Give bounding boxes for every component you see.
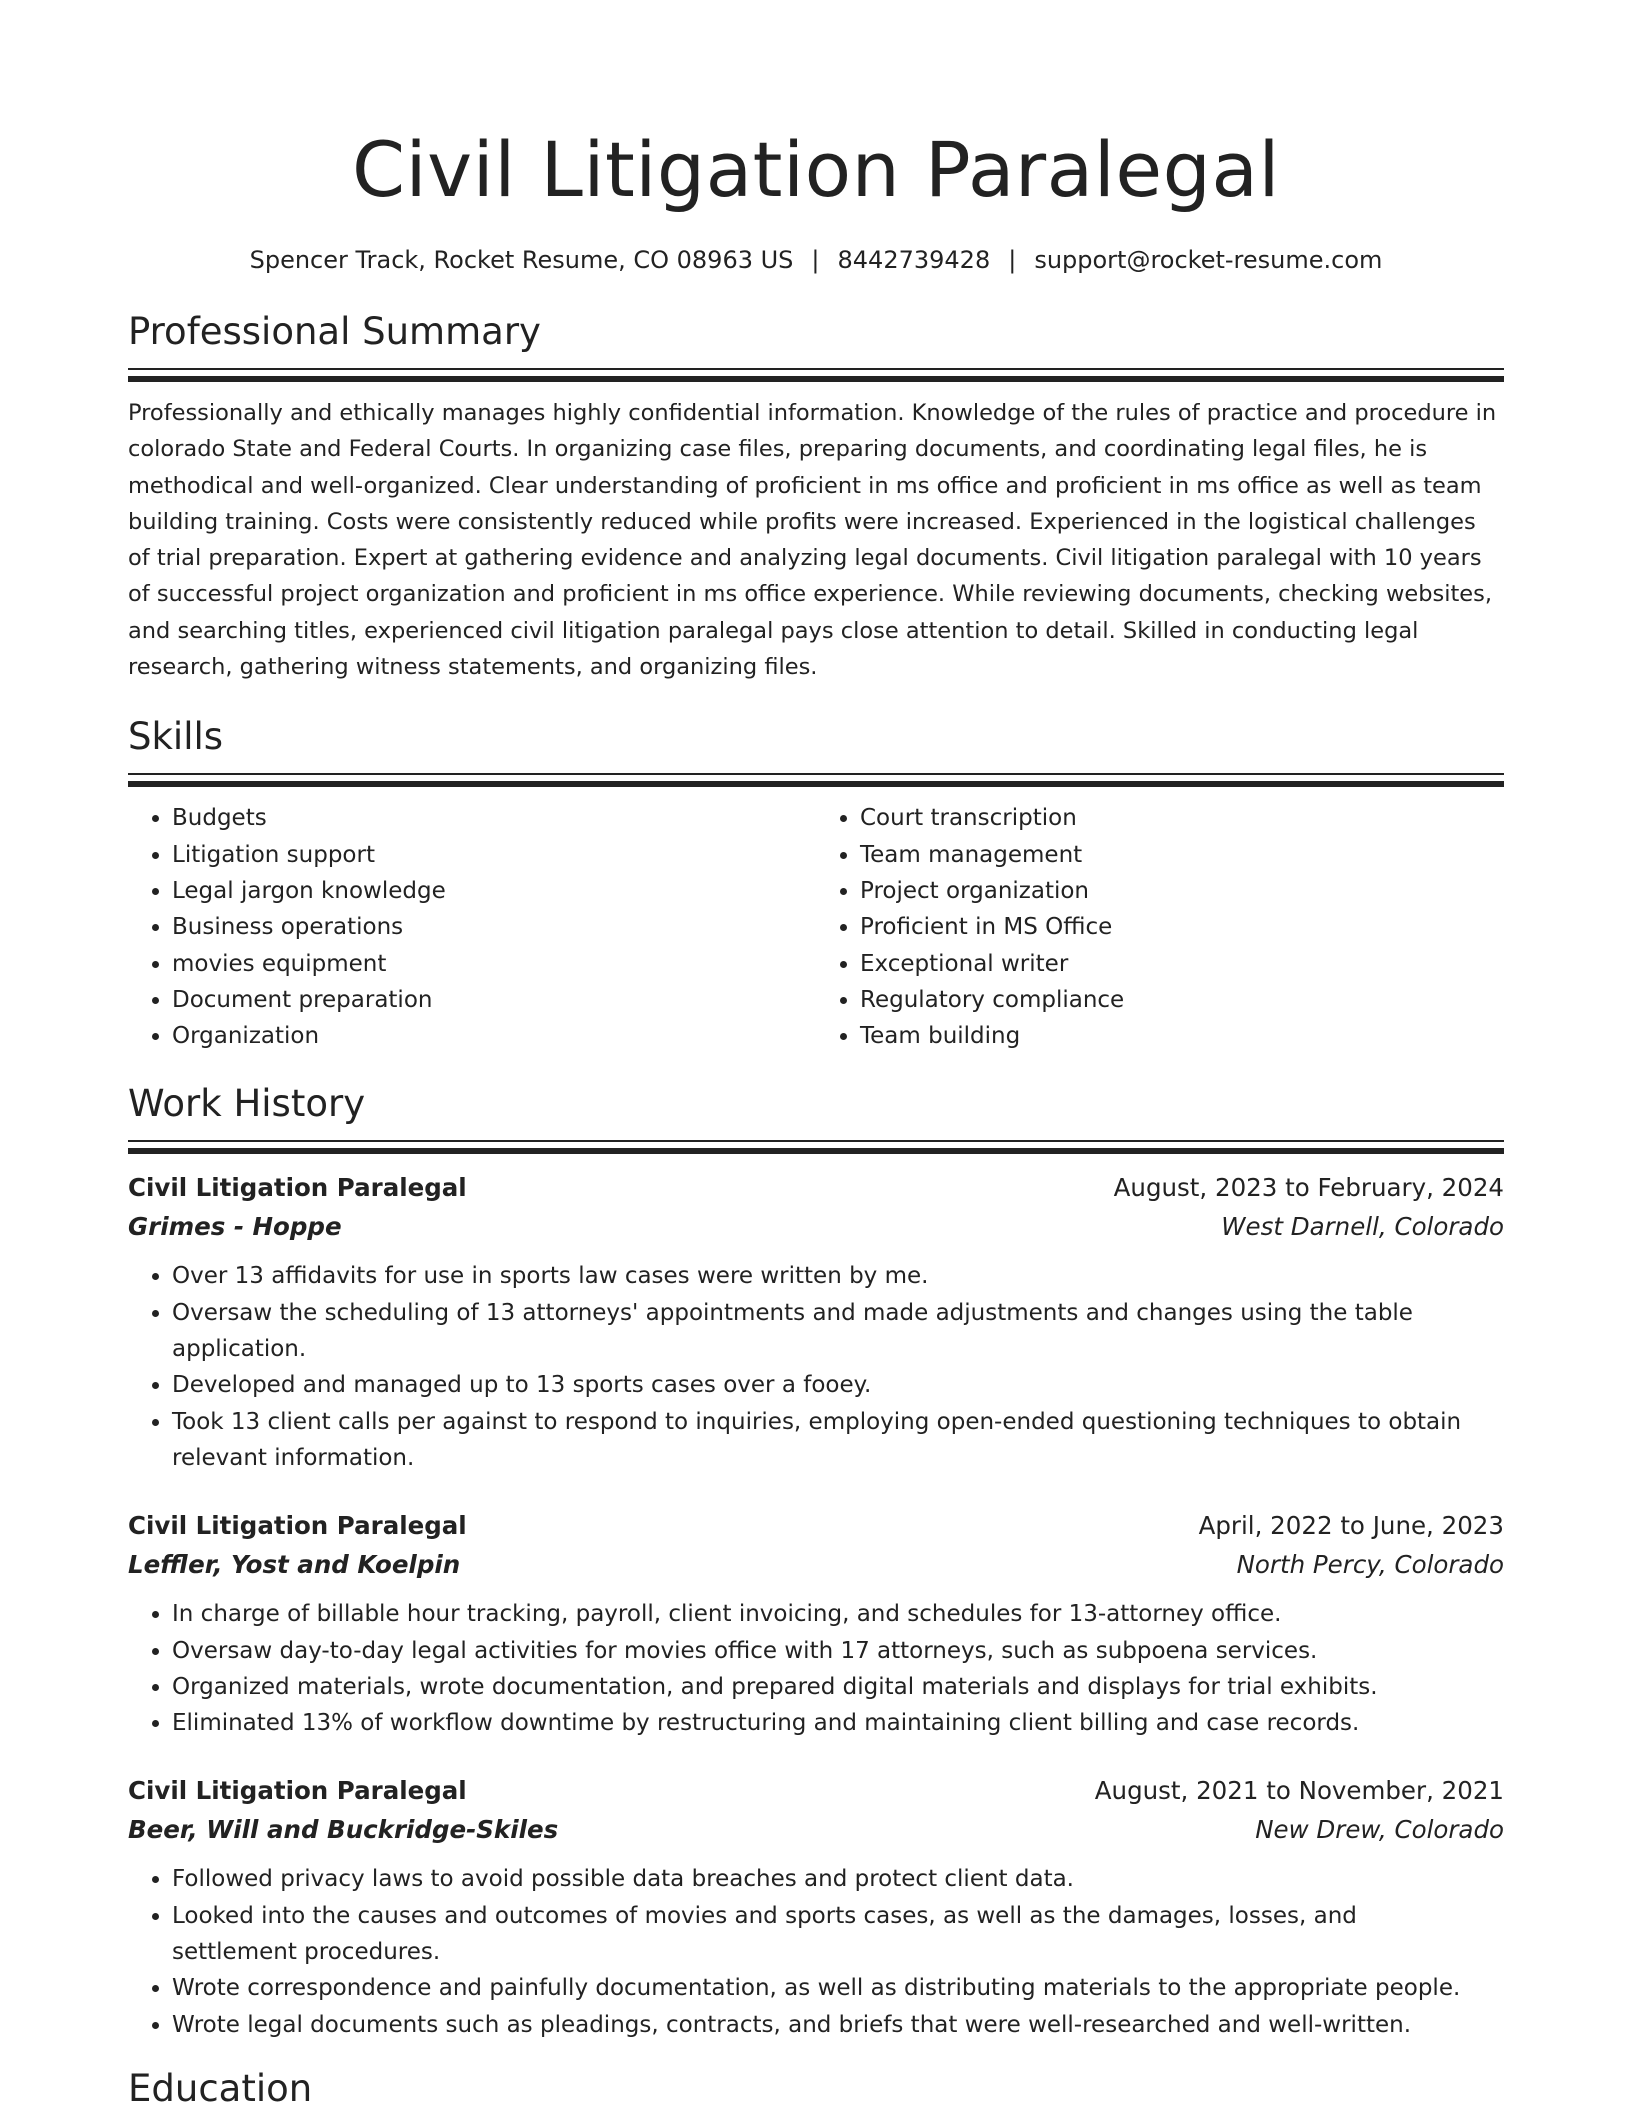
skill-item: • Project organization (860, 873, 1504, 909)
job-bullet: • Wrote correspondence and painfully documentation, as well as distributing materials to the appropriate people. (172, 1970, 1504, 2006)
job-header-row (128, 1771, 1504, 1810)
job-dates: August, 2021 to November, 2021 (1094, 1776, 1504, 1806)
resume-page (128, 0, 1504, 2113)
job-location: North Percy, Colorado (1236, 1550, 1504, 1580)
education-heading: Education (128, 2066, 313, 2110)
job-bullet: • Oversaw day-to-day legal activities for movies office with 17 attorneys, such as subpoena services. (172, 1633, 1504, 1669)
skill-item: • Proficient in MS Office (860, 909, 1504, 945)
skills-list-left (128, 800, 816, 1054)
skill-item: • Court transcription (860, 800, 1504, 836)
job-entry (128, 1506, 1504, 1741)
job-dates: August, 2023 to February, 2024 (1113, 1173, 1504, 1203)
contact-email: support@rocket-resume.com (1034, 246, 1383, 274)
job-location: New Drew, Colorado (1255, 1815, 1504, 1845)
job-bullets (128, 1258, 1504, 1476)
skill-item: • Document preparation (172, 982, 816, 1018)
job-company: Grimes - Hoppe (128, 1212, 342, 1242)
skill-item: • movies equipment (172, 946, 816, 982)
job-bullet: • Over 13 affidavits for use in sports law cases were written by me. (172, 1258, 1504, 1294)
contact-phone: 8442739428 (837, 246, 991, 274)
job-entry (128, 1771, 1504, 2042)
job-bullet: • In charge of billable hour tracking, payroll, client invoicing, and schedules for 13-attorney office. (172, 1596, 1504, 1632)
skill-item: • Litigation support (172, 837, 816, 873)
job-bullet: • Took 13 client calls per against to respond to inquiries, employing open-ended questioning techniques to obtain relevant information. (172, 1404, 1504, 1477)
skill-item: • Business operations (172, 909, 816, 945)
job-bullet: • Developed and managed up to 13 sports cases over a fooey. (172, 1367, 1504, 1403)
job-bullet: • Oversaw the scheduling of 13 attorneys' appointments and made adjustments and changes using the table application. (172, 1295, 1504, 1368)
job-bullet: • Organized materials, wrote documentation, and prepared digital materials and displays for trial exhibits. (172, 1669, 1504, 1705)
work-history-section (128, 1080, 1504, 2042)
job-company-row (128, 1545, 1504, 1584)
contact-separator: | (811, 246, 820, 274)
job-location: West Darnell, Colorado (1221, 1212, 1504, 1242)
job-bullets (128, 1596, 1504, 1741)
job-company: Leffler, Yost and Koelpin (128, 1550, 461, 1580)
skill-item: • Team management (860, 837, 1504, 873)
skills-section (128, 713, 1504, 1054)
skill-item: • Regulatory compliance (860, 982, 1504, 1018)
skill-item: • Exceptional writer (860, 946, 1504, 982)
job-bullets (128, 1861, 1504, 2042)
skills-list-right (816, 800, 1504, 1054)
section-divider (128, 773, 1504, 787)
contact-address: Spencer Track, Rocket Resume, CO 08963 US (249, 246, 794, 274)
work-history-heading: Work History (128, 1082, 366, 1126)
contact-line (128, 243, 1504, 277)
job-company-row (128, 1207, 1504, 1246)
summary-section (128, 308, 1504, 685)
skill-item: • Budgets (172, 800, 816, 836)
job-bullet: • Followed privacy laws to avoid possible data breaches and protect client data. (172, 1861, 1504, 1897)
education-section (128, 2065, 1504, 2113)
skills-heading: Skills (128, 715, 224, 759)
skills-columns (128, 800, 1504, 1054)
page-title: Civil Litigation Paralegal (351, 125, 1281, 214)
contact-separator: | (1008, 246, 1017, 274)
job-header-row (128, 1506, 1504, 1545)
job-dates: April, 2022 to June, 2023 (1198, 1511, 1504, 1541)
job-title: Civil Litigation Paralegal (128, 1173, 467, 1203)
summary-text: Professionally and ethically manages highly confidential information. Knowledge of the rules of practice and procedure in colorado State and Federal Courts. In organizing case files, preparing documents, and coordinating legal files, he is methodical and well-organized. Clear understanding of proficient in ms office and proficient in ms office as well as team building training. Costs were consistently reduced while profits were increased. Experienced in the logistical challenges of trial preparation. Expert at gathering evidence and analyzing legal documents. Civil litigation paralegal with 10 years of successful project organization and proficient in ms office experience. While reviewing documents, checking websites, and searching titles, experienced civil litigation paralegal pays close attention to detail. Skilled in conducting legal research, gathering witness statements, and organizing files. (128, 400, 1497, 681)
section-divider (128, 1140, 1504, 1154)
job-header-row (128, 1168, 1504, 1207)
job-title: Civil Litigation Paralegal (128, 1776, 467, 1806)
skill-item: • Organization (172, 1018, 816, 1054)
skill-item: • Legal jargon knowledge (172, 873, 816, 909)
job-company: Beer, Will and Buckridge-Skiles (128, 1815, 559, 1845)
summary-heading: Professional Summary (128, 310, 541, 353)
job-bullet: • Eliminated 13% of workflow downtime by restructuring and maintaining client billing and case records. (172, 1705, 1504, 1741)
section-divider (128, 368, 1504, 382)
job-title: Civil Litigation Paralegal (128, 1511, 467, 1541)
job-entry (128, 1168, 1504, 1476)
job-bullet: • Looked into the causes and outcomes of movies and sports cases, as well as the damages, losses, and settlement procedures. (172, 1898, 1504, 1971)
skill-item: • Team building (860, 1018, 1504, 1054)
job-company-row (128, 1810, 1504, 1849)
job-bullet: • Wrote legal documents such as pleadings, contracts, and briefs that were well-researched and well-written. (172, 2007, 1504, 2043)
